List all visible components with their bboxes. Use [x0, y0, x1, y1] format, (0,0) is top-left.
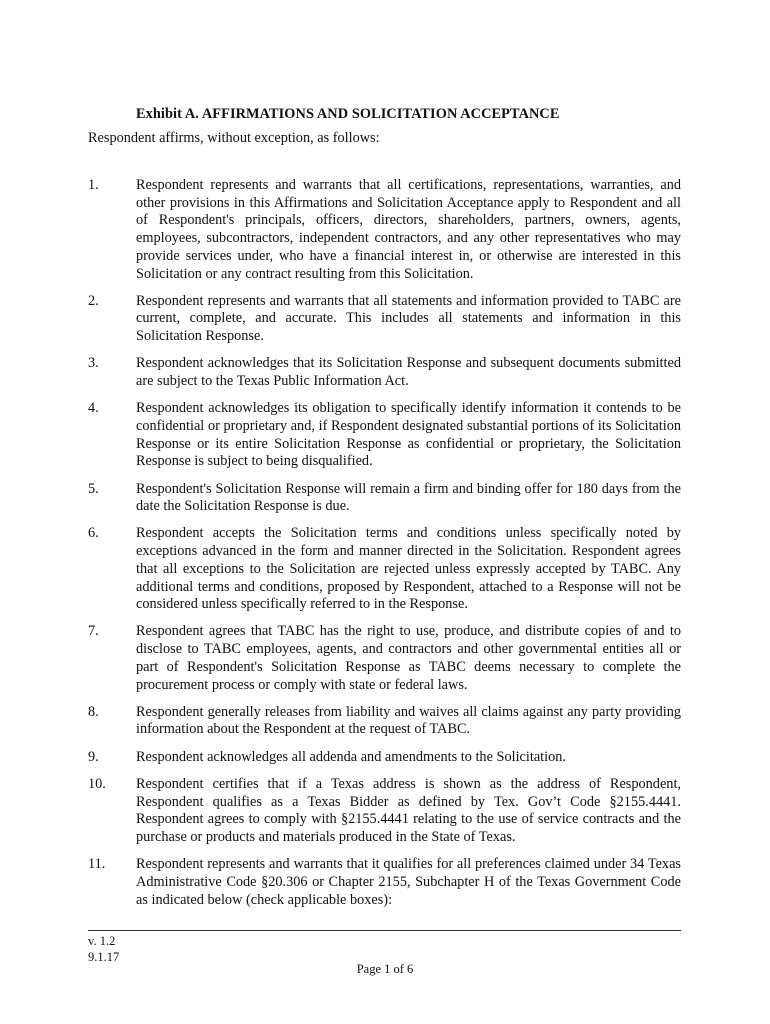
list-item — [88, 776, 681, 847]
item-text: Respondent represents and warrants that it qualifies for all preferences claimed under 34 Texas Administrative Code §20.306 or Chapter 2155, Subchapter H of the Texas Government Code as indicated below (check applicable boxes): — [136, 856, 681, 908]
item-number: 11. — [88, 856, 106, 873]
intro-text: Respondent affirms, without exception, as follows: — [88, 130, 380, 146]
list-item — [88, 856, 681, 909]
list-item — [88, 355, 681, 390]
page-title: Exhibit A. AFFIRMATIONS AND SOLICITATION ACCEPTANCE — [136, 106, 560, 122]
item-text: Respondent's Solicitation Response will remain a firm and binding offer for 180 days from the date the Solicitation Response is due. — [136, 480, 681, 515]
list-item — [88, 704, 681, 739]
list-item — [88, 525, 681, 614]
item-number: 9. — [88, 748, 99, 765]
list-item — [88, 400, 681, 471]
item-text: Respondent agrees that TABC has the right to use, produce, and distribute copies of and to disclose to TABC employees, agents, and contractors and other governmental entities all or part of Respondent's Solicitation Response as TABC deems necessary to complete the procurement process or comply with state or federal laws. — [136, 623, 681, 693]
item-text: Respondent represents and warrants that all certifications, representations, warranties, and other provisions in this Affirmations and Solicitation Acceptance apply to Respondent and all of Respondent's principals, officers, directors, shareholders, partners, owners, agents, employees, subcontractors, independent contractors, and any other representatives who may provide services under, who have a financial interest in, or otherwise are interested in this Solicitation or any contract resulting from this Solicitation. — [136, 177, 681, 282]
footer-divider — [88, 930, 681, 931]
item-number: 2. — [88, 292, 99, 309]
item-number: 10. — [88, 775, 106, 792]
item-number: 6. — [88, 525, 99, 542]
item-number: 7. — [88, 623, 99, 640]
item-text: Respondent acknowledges its obligation to specifically identify information it contends to be confidential or proprietary and, if Respondent designated substantial portions of its Solicitation Response or its entire Solicitation Response as confidential or proprietary, the Solicitation Response is subject to being disqualified. — [136, 400, 681, 470]
item-text: Respondent acknowledges that its Solicitation Response and subsequent documents submitted are subject to the Texas Public Information Act. — [136, 355, 681, 390]
item-number: 8. — [88, 703, 99, 720]
item-number: 3. — [88, 355, 99, 372]
item-text: Respondent generally releases from liability and waives all claims against any party providing information about the Respondent at the request of TABC. — [136, 703, 681, 738]
footer-version-block — [88, 933, 119, 965]
list-item — [88, 177, 681, 283]
item-number: 4. — [88, 400, 99, 417]
list-item — [88, 749, 681, 767]
version-date: 9.1.17 — [88, 950, 120, 964]
page-number: Page 1 of 6 — [356, 962, 414, 976]
item-number: 5. — [88, 480, 99, 497]
affirmations-list — [88, 177, 681, 919]
list-item — [88, 293, 681, 346]
item-text: Respondent represents and warrants that all statements and information provided to TABC are current, complete, and accurate. This includes all statements and information in this Solicitation Response. — [136, 292, 681, 345]
version-number: v. 1.2 — [88, 934, 116, 948]
list-item — [88, 623, 681, 694]
item-text: Respondent acknowledges all addenda and amendments to the Solicitation. — [136, 748, 566, 765]
item-text: Respondent certifies that if a Texas address is shown as the address of Respondent, Respondent qualifies as a Texas Bidder as defined by Tex. Gov’t Code §2155.4441. Respondent agrees to comply with §2155.4441 relating to the use of service contracts and the purchase or products and materials produced in the State of Texas. — [136, 775, 681, 845]
item-text: Respondent accepts the Solicitation terms and conditions unless specifically noted by exceptions advanced in the form and manner directed in the Solicitation. Respondent agrees that all exceptions to the Solicitation are rejected unless expressly accepted by TABC. Any additional terms and conditions, proposed by Respondent, attached to a Response will not be considered unless specifically referred to in the Response. — [136, 525, 681, 613]
list-item — [88, 481, 681, 516]
item-number: 1. — [88, 177, 99, 193]
